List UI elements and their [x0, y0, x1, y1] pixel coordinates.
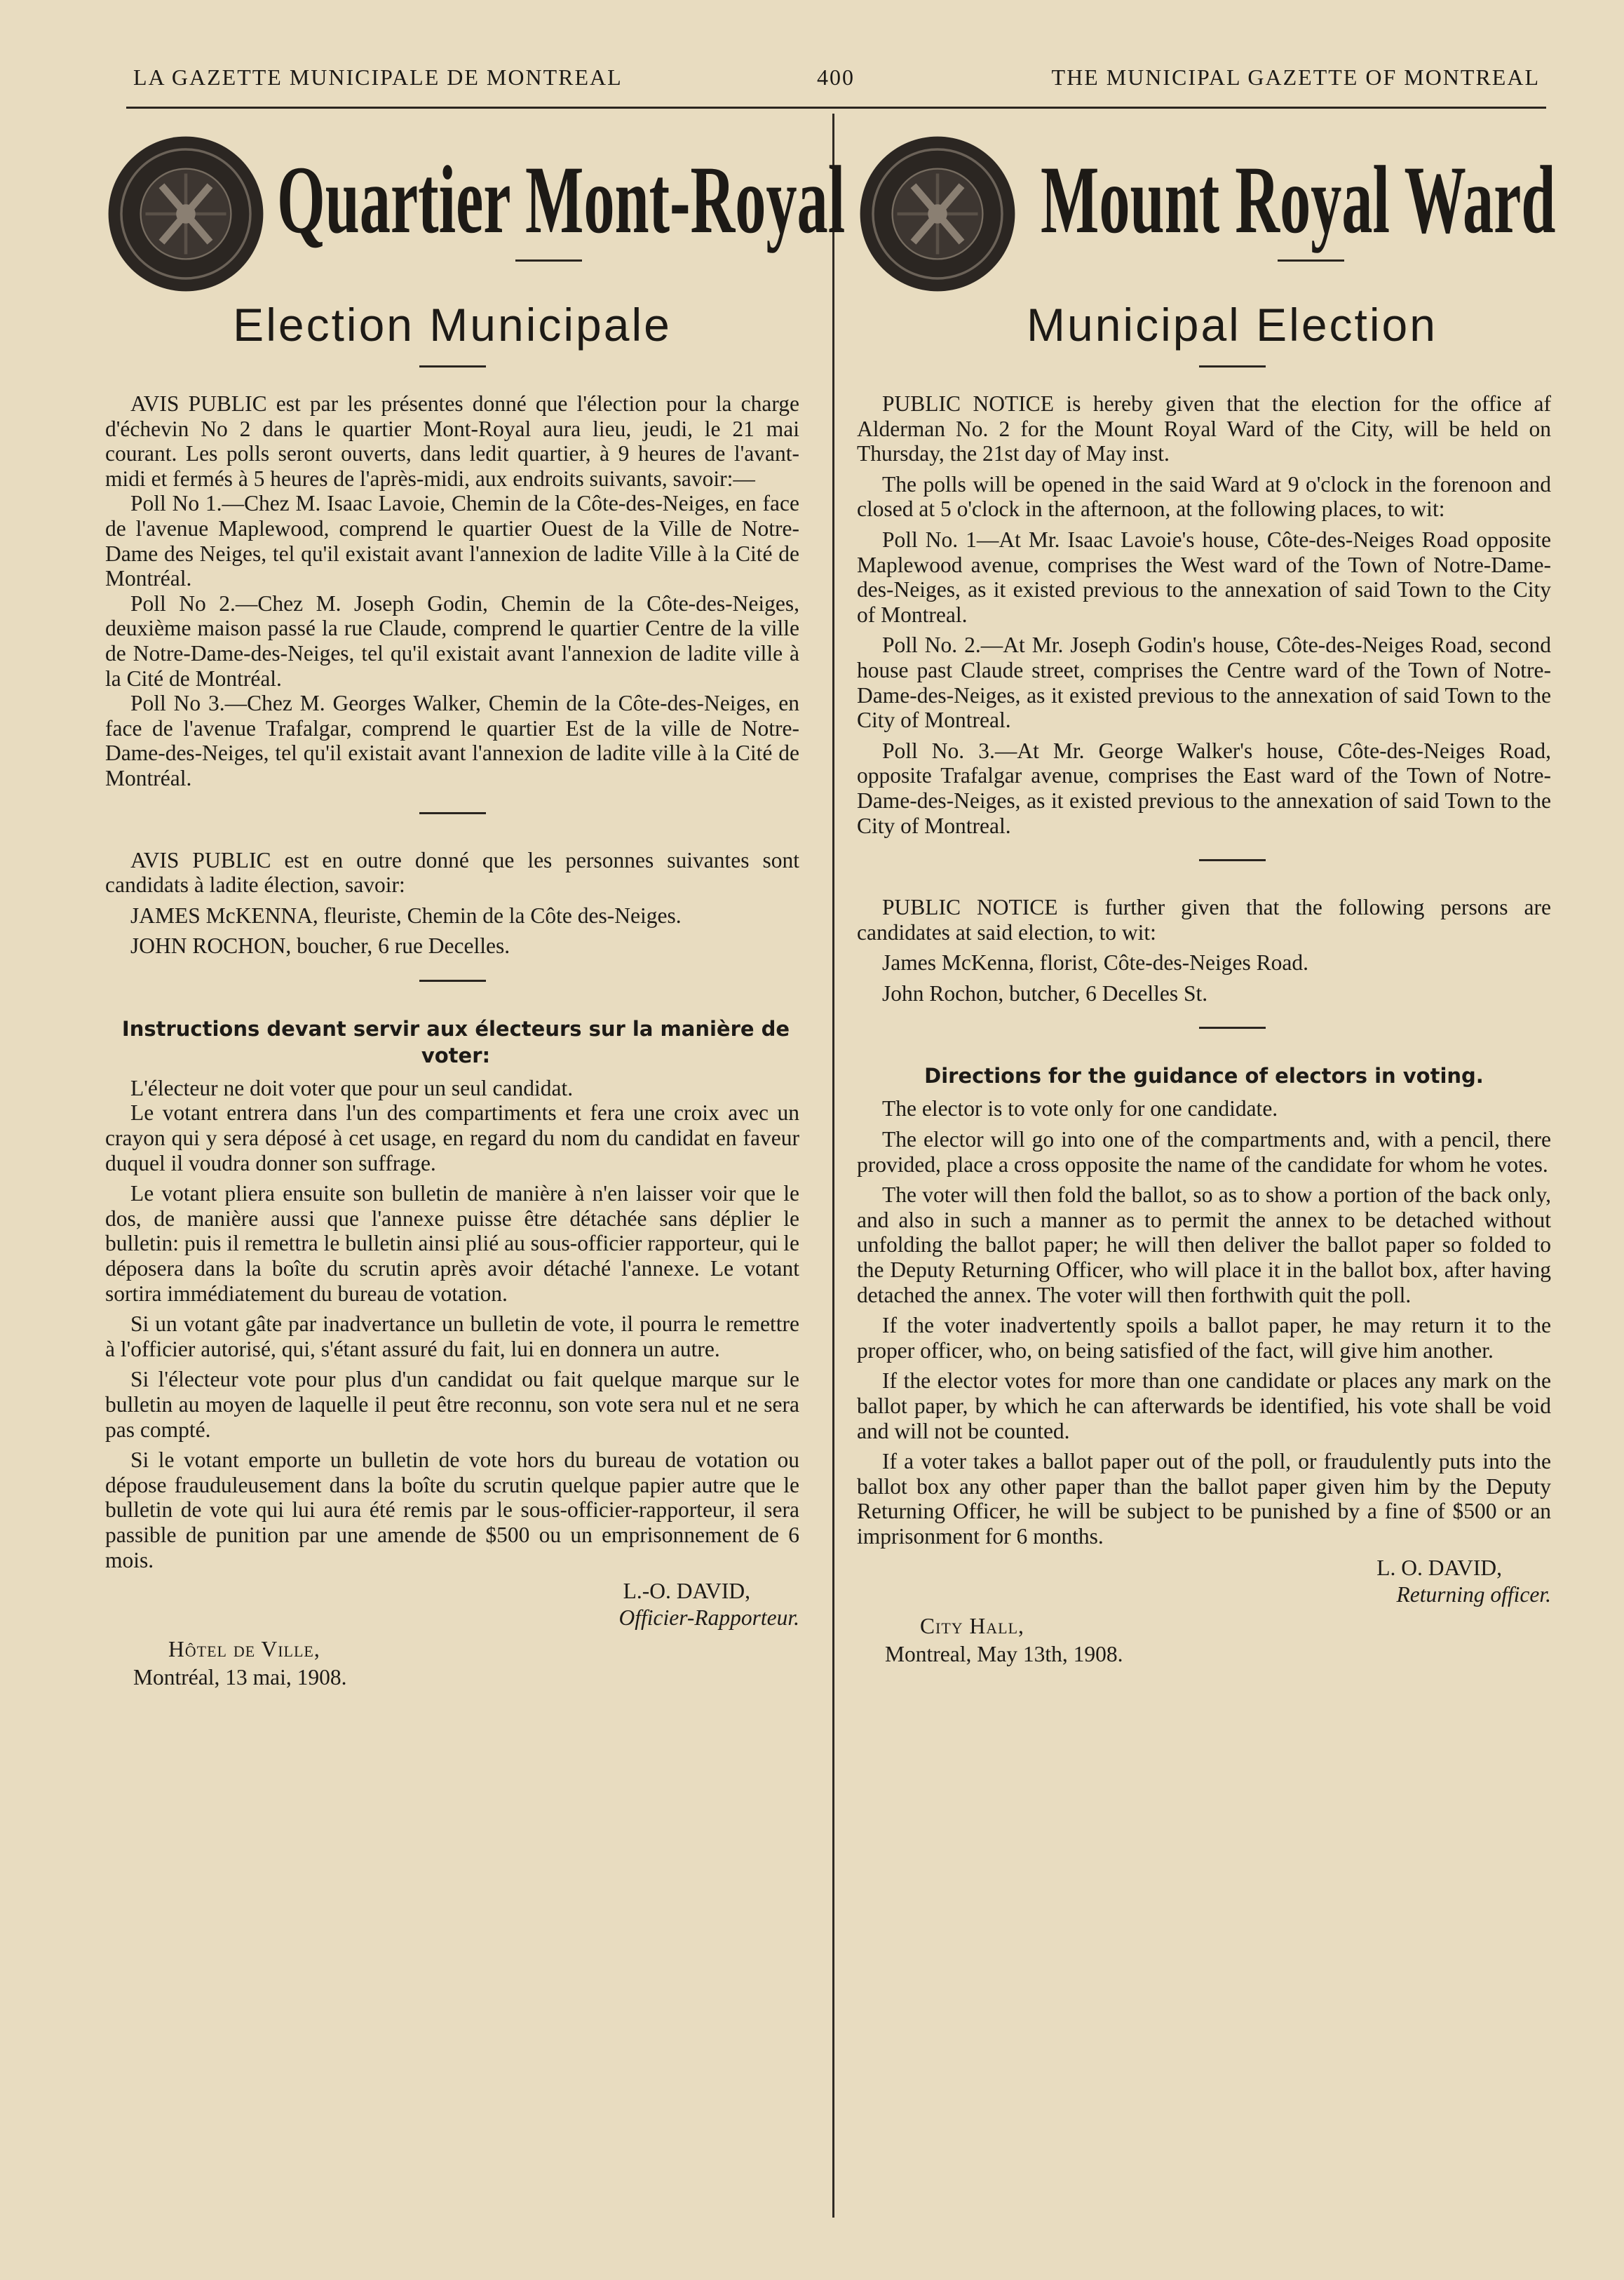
english-subtitle-rule — [1199, 365, 1266, 367]
french-instruction: Si le votant emporte un bulletin de vote hors du bureau de votation ou dépose frauduleusement dans la boîte du scrutin quelque papier autre que le bulletin de vote qui lui aura été remis par le sous-officier-rapporteur, il sera passible de punition par une amende de $500 ou un emprisonnement de 6 mois. — [105, 1448, 799, 1572]
french-instruction: L'électeur ne doit voter que pour un seul candidat. — [130, 1075, 574, 1100]
french-instruction: Si un votant gâte par inadvertance un bulletin de vote, il pourra le remettre à l'officier autorisé, qui, s'étant assuré du fait, lui en donnera un autre. — [105, 1311, 799, 1361]
french-instruction: Le votant entrera dans l'un des compartiments et fera une croix avec un crayon qui y sera déposé à cet usage, en regard du nom du candidat en faveur duquel il voudra donner son suffrage. — [105, 1100, 799, 1175]
english-poll-2: Poll No. 2.—At Mr. Joseph Godin's house, Côte-des-Neiges Road, second house past Claude street, comprises the Centre ward of the Town of Notre-Dame-des-Neiges, as it existed previous to the annexation of said Town to the City of Montreal. — [857, 633, 1551, 733]
french-column — [105, 126, 846, 1692]
english-title-rule — [1278, 259, 1344, 262]
english-poll-1: Poll No. 1—At Mr. Isaac Lavoie's house, Côte-des-Neiges Road opposite Maplewood avenue, comprises the West ward of the Town of Notre-Dame-des-Neiges, as it existed previous to the annexation of said Town to the City of Montreal. — [857, 527, 1551, 627]
french-notice-paragraph: AVIS PUBLIC est par les présentes donné que l'élection pour la charge d'échevin No 2 dans le quartier Mont-Royal aura lieu, jeudi, le 21 mai courant. Les polls seront ouverts, dans ledit quartier, à 9 heures de l'avant-midi et fermés à 5 heures de l'après-midi, aux endroits suivants, savoir:— — [105, 391, 799, 491]
french-separator — [419, 812, 486, 814]
french-title-row — [105, 126, 846, 274]
running-head-french: LA GAZETTE MUNICIPALE DE MONTREAL — [133, 65, 623, 90]
french-candidate-2: JOHN ROCHON, boucher, 6 rue Decelles. — [130, 933, 510, 959]
english-candidate-1: James McKenna, florist, Côte-des-Neiges Road. — [882, 950, 1308, 976]
english-candidates-intro: PUBLIC NOTICE is further given that the following persons are candidates at said election, to wit: — [857, 895, 1551, 945]
french-poll-1: Poll No 1.—Chez M. Isaac Lavoie, Chemin de la Côte-des-Neiges, en face de l'avenue Maplewood, comprend le quartier Ouest de la Ville de Notre-Dame des Neiges, tel qu'il existait avant l'annexion de ladite Ville à la Cité de Montréal. — [105, 491, 799, 591]
english-instruction: The voter will then fold the ballot, so as to show a portion of the back only, and also in such a manner as to permit the annex to be detached without unfolding the ballot paper; he will then deliver the ballot paper so folded to the Deputy Returning Officer, who will place it in the ballot box, after having detached the annex. The voter will then forthwith quit the poll. — [857, 1182, 1551, 1307]
french-instruction: Si l'électeur vote pour plus d'un candidat ou fait quelque marque sur le bulletin au moyen de laquelle il peut être reconnu, son vote sera nul et ne sera pas compté. — [105, 1367, 799, 1442]
french-instruction: Le votant pliera ensuite son bulletin de manière à n'en laisser voir que le dos, de manière aussi que l'annexe puisse être détachée sans déplier le bulletin: puis il remettra le bulletin ainsi plié au sous-officier rapporteur, qui le déposera dans la boîte du scrutin après avoir détaché l'annexe. Le votant sortira immédiatement du bureau de votation. — [105, 1181, 799, 1306]
english-date: Montreal, May 13th, 1908. — [885, 1641, 1123, 1666]
city-seal-icon — [105, 133, 266, 295]
english-separator — [1199, 859, 1266, 861]
english-notice-paragraph: The polls will be opened in the said Ward at 9 o'clock in the forenoon and closed at 5 o'clock in the afternoon, at the following places, to wit: — [857, 471, 1551, 522]
running-head-english: THE MUNICIPAL GAZETTE OF MONTREAL — [1051, 65, 1540, 90]
column-divider — [832, 114, 834, 2218]
french-signature-name: L.-O. DAVID, — [623, 1579, 750, 1604]
french-poll-3: Poll No 3.—Chez M. Georges Walker, Chemin de la Côte-des-Neiges, en face de l'avenue Trafalgar, comprend le quartier Est de la ville de Notre-Dame-des-Neiges, tel qu'il existait avant l'annexion de ladite ville à la Cité de Montréal. — [105, 691, 799, 790]
french-poll-2: Poll No 2.—Chez M. Joseph Godin, Chemin de la Côte-des-Neiges, deuxième maison passé la rue Claude, comprend le quartier Centre de la ville de Notre-Dame-des-Neiges, tel qu'il existait avant l'annexion de ladite ville à la Cité de Montréal. — [105, 591, 799, 691]
english-separator-2 — [1199, 1027, 1266, 1029]
french-instructions-heading: Instructions devant servir aux électeurs sur la manière de voter: — [121, 1016, 790, 1067]
french-date: Montréal, 13 mai, 1908. — [133, 1665, 347, 1690]
french-separator-2 — [419, 980, 486, 982]
french-subtitle-rule — [419, 365, 486, 367]
english-signature-name: L. O. DAVID, — [1376, 1555, 1502, 1580]
english-instruction: If the elector votes for more than one candidate or places any mark on the ballot paper, by which he can afterwards be identified, his vote shall be void and will not be counted. — [857, 1368, 1551, 1443]
english-instruction: If the voter inadvertently spoils a ballot paper, he may return it to the proper officer, who, on being satisfied of the fact, will give him another. — [857, 1313, 1551, 1363]
french-signature-title: Officier-Rapporteur. — [618, 1605, 799, 1631]
french-candidates-intro: AVIS PUBLIC est en outre donné que les personnes suivantes sont candidats à ladite élection, savoir: — [105, 847, 799, 898]
english-notice-paragraph: PUBLIC NOTICE is hereby given that the election for the office af Alderman No. 2 for the Mount Royal Ward of the City, will be held on Thursday, the 21st day of May inst. — [857, 391, 1551, 466]
english-candidate-2: John Rochon, butcher, 6 Decelles St. — [882, 980, 1208, 1006]
english-column — [857, 126, 1556, 1668]
french-candidate-1: JAMES McKENNA, fleuriste, Chemin de la Côte des-Neiges. — [130, 903, 682, 928]
english-subtitle: Municipal Election — [1027, 299, 1437, 351]
english-instructions-heading: Directions for the guidance of electors in voting. — [924, 1064, 1484, 1088]
header-rule — [126, 107, 1546, 109]
english-instruction: If a voter takes a ballot paper out of the poll, or fraudulently puts into the ballot box any other paper than the ballot paper given him by the Deputy Returning Officer, he will be subject to be punished by a fine of $500 or an imprisonment for 6 months. — [857, 1449, 1551, 1549]
french-subtitle: Election Municipale — [233, 299, 672, 351]
english-ward-title: Mount Royal Ward — [1041, 146, 1556, 253]
english-place: City Hall, — [920, 1613, 1024, 1638]
french-ward-title: Quartier Mont-Royal — [277, 146, 846, 253]
french-title-rule — [515, 259, 582, 262]
city-seal-icon — [857, 133, 1018, 295]
english-title-row — [857, 126, 1556, 274]
running-head — [126, 65, 1540, 100]
page-number: 400 — [817, 65, 855, 90]
english-poll-3: Poll No. 3.—At Mr. George Walker's house, Côte-des-Neiges Road, opposite Trafalgar avenue, comprises the East ward of the Town of Notre-Dame-des-Neiges, as it existed previous to the annexation of said Town to the City of Montreal. — [857, 738, 1551, 838]
english-instruction: The elector is to vote only for one candidate. — [882, 1096, 1278, 1121]
french-place: Hôtel de Ville, — [168, 1637, 320, 1662]
english-signature-title: Returning officer. — [1396, 1581, 1551, 1607]
english-instruction: The elector will go into one of the compartments and, with a pencil, there provided, place a cross opposite the name of the candidate for whom he votes. — [857, 1127, 1551, 1177]
